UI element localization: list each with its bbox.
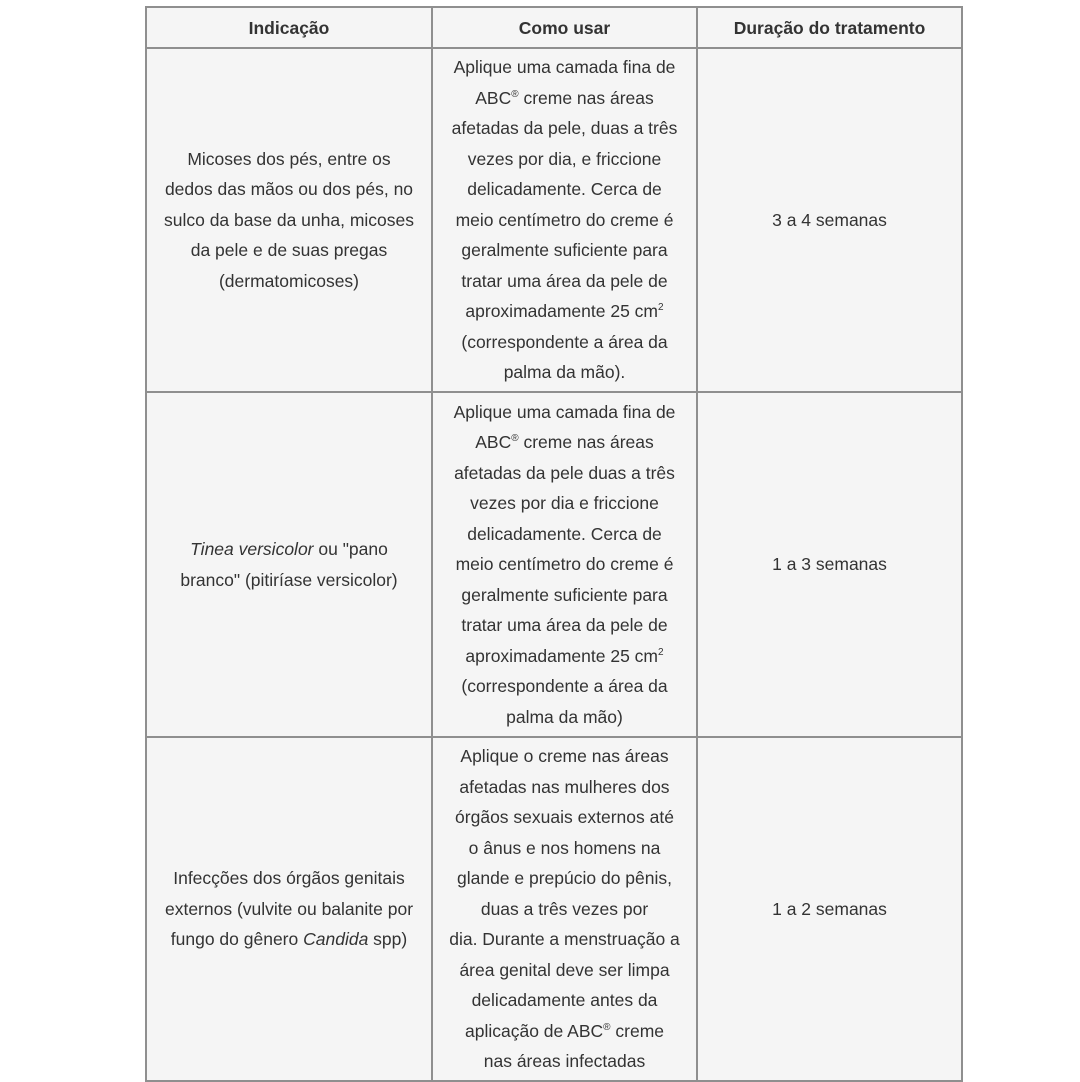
how-line: afetadas nas mulheres dos: [459, 776, 670, 797]
how-line-rest: creme nas áreas: [518, 87, 654, 108]
how-line-rest: creme nas áreas: [518, 432, 654, 453]
how-line-text: aplicação de ABC: [464, 1020, 604, 1041]
how-line: delicadamente. Cerca de: [467, 179, 662, 200]
area-text: aproximadamente 25 cm: [465, 645, 659, 666]
table-row: [146, 392, 962, 737]
area-text: aproximadamente 25 cm: [465, 301, 659, 322]
how-line: [437, 1016, 692, 1047]
indication-line: [151, 924, 427, 955]
how-to-use-cell: [432, 48, 697, 392]
duration-cell: 1 a 3 semanas: [697, 392, 962, 737]
how-line: (correspondente a área da: [461, 676, 668, 697]
how-line: o ânus e nos homens na: [468, 837, 661, 858]
duration-cell: 3 a 4 semanas: [697, 48, 962, 392]
dosage-table: [145, 6, 963, 1082]
how-line: vezes por dia, e friccione: [467, 148, 662, 169]
squared-superscript: 2: [658, 646, 664, 658]
how-line: meio centímetro do creme é: [455, 554, 674, 575]
squared-superscript: 2: [658, 302, 664, 314]
how-line: órgãos sexuais externos até: [455, 807, 674, 828]
brand-name: ABC: [475, 87, 512, 108]
how-line: nas áreas infectadas: [483, 1051, 646, 1072]
how-line: área genital deve ser limpa: [459, 959, 670, 980]
how-line: meio centímetro do creme é: [455, 209, 674, 230]
how-line: palma da mão).: [503, 362, 626, 383]
indication-line: Infecções dos órgãos genitais: [173, 868, 405, 889]
indication-text: spp): [368, 929, 408, 950]
how-line: tratar uma área da pele de: [461, 270, 668, 291]
how-line: Aplique uma camada fina de: [453, 401, 676, 422]
indication-text: fungo do gênero: [170, 929, 304, 950]
how-line: glande e prepúcio do pênis,: [456, 868, 673, 889]
how-line: palma da mão): [506, 706, 623, 727]
indication-line: sulco da base da unha, micoses: [163, 209, 415, 230]
how-line: vezes por dia e friccione: [470, 493, 659, 514]
how-line: delicadamente. Cerca de: [467, 523, 662, 544]
species-name: Tinea versicolor: [190, 539, 314, 559]
how-line: Aplique uma camada fina de: [453, 57, 676, 78]
indication-text: ou "pano: [313, 539, 388, 559]
indication-cell: [146, 737, 432, 1081]
how-line: dia. Durante a menstruação a: [449, 929, 680, 950]
indication-line: Micoses dos pés, entre os: [187, 148, 391, 169]
how-line: [437, 427, 692, 458]
brand-name: ABC: [475, 432, 512, 453]
registered-mark: ®: [511, 433, 519, 445]
how-line: [437, 641, 692, 672]
indication-cell: [146, 392, 432, 737]
indication-line: externos (vulvite ou balanite por: [164, 898, 414, 919]
duration-cell: 1 a 2 semanas: [697, 737, 962, 1081]
table-row: [146, 48, 962, 392]
table-row: [146, 737, 962, 1081]
how-line: (correspondente a área da: [461, 331, 668, 352]
registered-mark: ®: [603, 1021, 611, 1033]
how-line: Aplique o creme nas áreas: [460, 746, 669, 767]
how-line: [437, 296, 692, 327]
how-line: afetadas da pele, duas a três: [451, 118, 678, 139]
indication-line: dedos das mãos ou dos pés, no: [164, 179, 414, 200]
how-line: geralmente suficiente para: [461, 584, 668, 605]
header-indication: Indicação: [146, 7, 432, 48]
indication-line: da pele e de suas pregas: [190, 240, 388, 261]
header-how-to-use: Como usar: [432, 7, 697, 48]
indication-line: branco" (pitiríase versicolor): [180, 569, 398, 590]
genus-name: Candida: [303, 929, 369, 950]
how-line: duas a três vezes por: [480, 898, 649, 919]
how-line: [437, 83, 692, 114]
how-line: delicadamente antes da: [471, 990, 658, 1011]
how-line: geralmente suficiente para: [461, 240, 668, 261]
header-duration: Duração do tratamento: [697, 7, 962, 48]
indication-line: (dermatomicoses): [218, 270, 360, 291]
indication-cell: [146, 48, 432, 392]
how-to-use-cell: [432, 392, 697, 737]
how-line-text: creme: [610, 1020, 664, 1041]
how-line: afetadas da pele duas a três: [454, 462, 675, 483]
indication-line: [151, 534, 427, 565]
table-header-row: [146, 7, 962, 48]
registered-mark: ®: [511, 88, 519, 100]
how-line: tratar uma área da pele de: [461, 615, 668, 636]
how-to-use-cell: [432, 737, 697, 1081]
